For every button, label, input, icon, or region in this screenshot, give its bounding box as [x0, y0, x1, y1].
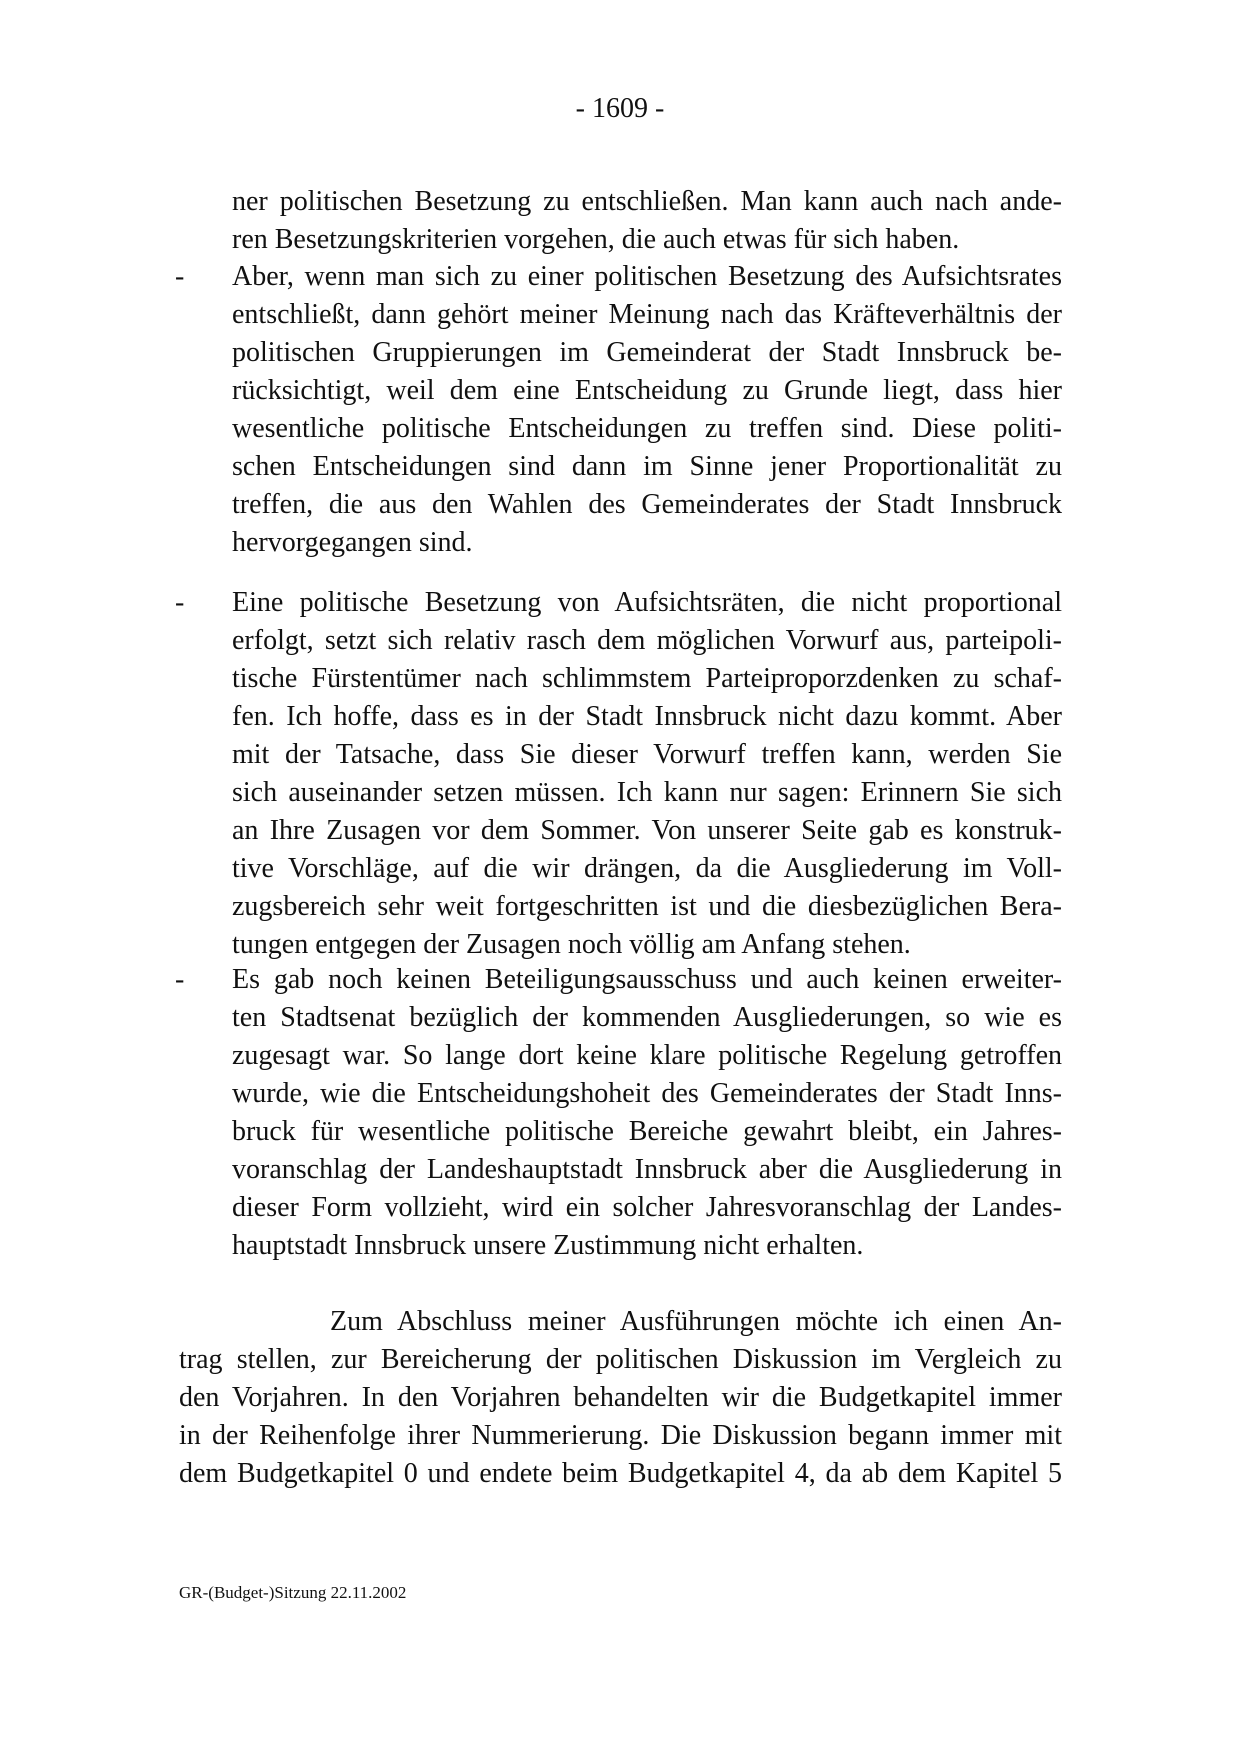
- bullet-line: politischen Gruppierungen im Gemeinderat der Stadt Innsbruck be-: [232, 337, 1062, 368]
- bullet-line: tive Vorschläge, auf die wir drängen, da die Ausgliederung im Voll-: [232, 853, 1062, 884]
- bullet-marker: -: [175, 587, 185, 618]
- bullet-line: sich auseinander setzen müssen. Ich kann nur sagen: Erinnern Sie sich: [232, 777, 1062, 808]
- bullet-line: fen. Ich hoffe, dass es in der Stadt Innsbruck nicht dazu kommt. Aber: [232, 701, 1062, 732]
- bullet-line: tische Fürstentümer nach schlimmstem Parteiproporzdenken zu schaf-: [232, 663, 1062, 694]
- paragraph-line: in der Reihenfolge ihrer Nummerierung. Die Diskussion begann immer mit: [179, 1420, 1062, 1451]
- paragraph-line: trag stellen, zur Bereicherung der politischen Diskussion im Vergleich zu: [179, 1344, 1062, 1375]
- bullet-line: tungen entgegen der Zusagen noch völlig am Anfang stehen.: [232, 929, 911, 960]
- bullet-line: ten Stadtsenat bezüglich der kommenden Ausgliederungen, so wie es: [232, 1002, 1062, 1033]
- bullet-line: wesentliche politische Entscheidungen zu treffen sind. Diese politi-: [232, 413, 1062, 444]
- bullet-line: Aber, wenn man sich zu einer politischen Besetzung des Aufsichtsrates: [232, 261, 1062, 292]
- bullet-line: zugesagt war. So lange dort keine klare politische Regelung getroffen: [232, 1040, 1062, 1071]
- paragraph-line: den Vorjahren. In den Vorjahren behandelten wir die Budgetkapitel immer: [179, 1382, 1062, 1413]
- bullet-line: zugsbereich sehr weit fortgeschritten ist und die diesbezüglichen Bera-: [232, 891, 1062, 922]
- paragraph-line: dem Budgetkapitel 0 und endete beim Budgetkapitel 4, da ab dem Kapitel 5: [179, 1458, 1062, 1489]
- bullet-line: wurde, wie die Entscheidungshoheit des Gemeinderates der Stadt Inns-: [232, 1078, 1062, 1109]
- bullet-line: hervorgegangen sind.: [232, 527, 473, 558]
- text-line: ner politischen Besetzung zu entschließen. Man kann auch nach ande-: [232, 186, 1062, 217]
- text-line: ren Besetzungskriterien vorgehen, die auch etwas für sich haben.: [232, 224, 960, 255]
- bullet-line: an Ihre Zusagen vor dem Sommer. Von unserer Seite gab es konstruk-: [232, 815, 1062, 846]
- bullet-line: mit der Tatsache, dass Sie dieser Vorwurf treffen kann, werden Sie: [232, 739, 1062, 770]
- bullet-line: treffen, die aus den Wahlen des Gemeinderates der Stadt Innsbruck: [232, 489, 1062, 520]
- bullet-line: dieser Form vollzieht, wird ein solcher Jahresvoranschlag der Landes-: [232, 1192, 1062, 1223]
- paragraph-line: Zum Abschluss meiner Ausführungen möchte ich einen An-: [330, 1306, 1062, 1337]
- bullet-line: Eine politische Besetzung von Aufsichtsräten, die nicht proportional: [232, 587, 1062, 618]
- bullet-line: erfolgt, setzt sich relativ rasch dem möglichen Vorwurf aus, parteipoli-: [232, 625, 1062, 656]
- bullet-line: schen Entscheidungen sind dann im Sinne jener Proportionalität zu: [232, 451, 1062, 482]
- page-number: - 1609 -: [575, 93, 665, 124]
- bullet-line: bruck für wesentliche politische Bereiche gewahrt bleibt, ein Jahres-: [232, 1116, 1062, 1147]
- bullet-marker: -: [175, 964, 185, 995]
- page-footer: GR-(Budget-)Sitzung 22.11.2002: [179, 1583, 407, 1602]
- bullet-marker: -: [175, 261, 185, 292]
- bullet-line: voranschlag der Landeshauptstadt Innsbruck aber die Ausgliederung in: [232, 1154, 1062, 1185]
- bullet-line: entschließt, dann gehört meiner Meinung nach das Kräfteverhältnis der: [232, 299, 1062, 330]
- bullet-line: Es gab noch keinen Beteiligungsausschuss und auch keinen erweiter-: [232, 964, 1062, 995]
- bullet-line: rücksichtigt, weil dem eine Entscheidung zu Grunde liegt, dass hier: [232, 375, 1062, 406]
- bullet-line: hauptstadt Innsbruck unsere Zustimmung nicht erhalten.: [232, 1230, 864, 1261]
